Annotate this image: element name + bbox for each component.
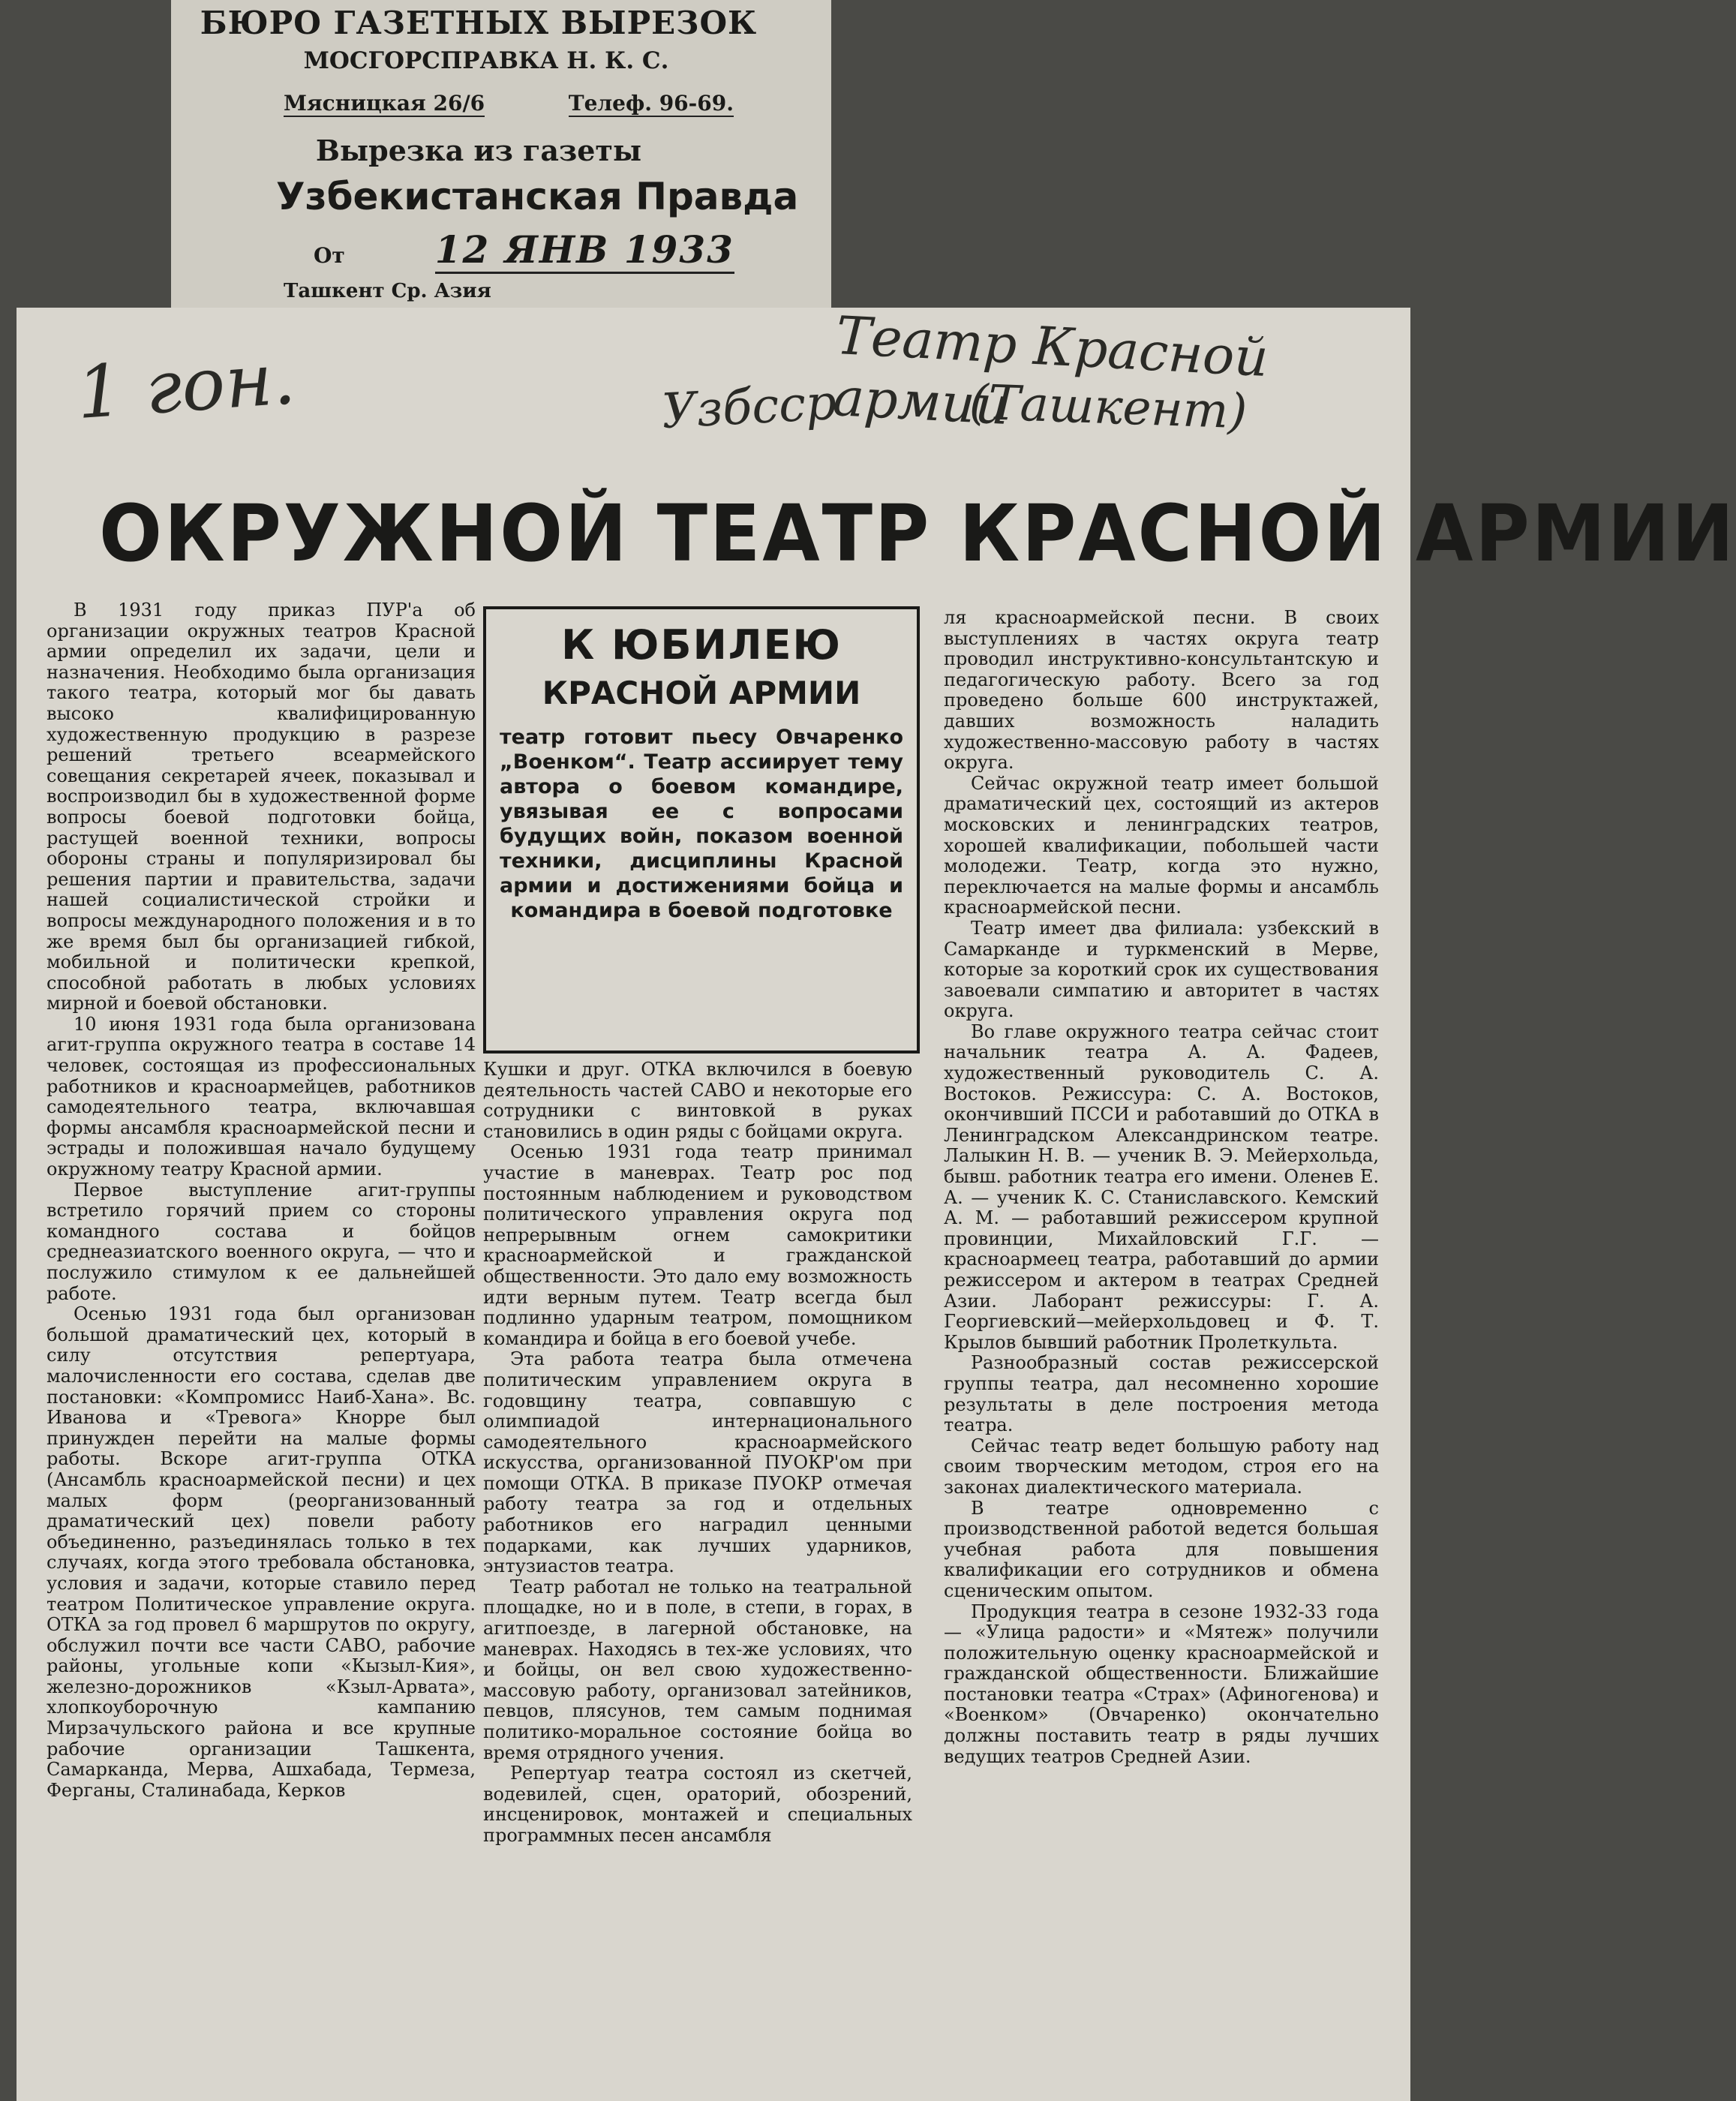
- article-column-1: [47, 600, 476, 1801]
- paragraph: Сейчас театр ведет большую работу над своим творческим методом, строя его на законах диалектического материала.: [944, 1435, 1379, 1498]
- newspaper-clipping: [17, 305, 1736, 2101]
- paragraph: Сейчас окружной театр имеет большой драматический цех, состоящий из актеров московских и ленинградских театров, хорошей квалификации, побольшей части молодежи. Театр, когда это нужно, переключается на малые формы и ансамбль красноармейской песни.: [944, 772, 1379, 918]
- from-label: От: [314, 243, 345, 268]
- paragraph: 10 июня 1931 года была организована агит-группа окружного театра в составе 14 человек, состоящая из профессиональных работников и красноармейцев, работников самодеятельного театра, включавшая формы ансамбля красноармейской песни и эстрады и положившая начало будущему окружному театру Красной армии.: [47, 1013, 476, 1180]
- box-title-line-2: КРАСНОЙ АРМИИ: [542, 675, 861, 711]
- paragraph: В театре одновременно с производственной работой ведется большая учебная работа для повышения квалификации его сотрудников и обмена сценическим опытом.: [944, 1497, 1379, 1601]
- paragraph: Театр имеет два филиала: узбекский в Самарканде и туркменский в Мерве, которые за короткий срок их существования завоевали симпатию и авторитет в частях округа.: [944, 917, 1379, 1022]
- jubilee-box: [483, 606, 920, 1054]
- paragraph: Эта работа театра была отмечена политическим управлением округа в годовщину театра, совпавшую с олимпиадой интернационального самодеятельного красноармейского искусства, организованной ПУОКР'ом при помощи ОТКА. В приказе ПУОКР отмечая работу театра за год и отдельных работников его наградил ценными подарками, как лучших ударников, энтузиастов театра.: [483, 1348, 912, 1577]
- paragraph: Первое выступление агит-группы встретило горячий прием со стороны командного состава и бойцов среднеазиатского военного округа, — что и послужило стимулом к ее дальнейшей работе.: [47, 1179, 476, 1304]
- article-headline: ОКРУЖНОЙ ТЕАТР КРАСНОЙ АРМИИ: [99, 488, 1736, 579]
- paragraph: В 1931 году приказ ПУР'а об организации окружных театров Красной армии определил их задачи, цели и назначения. Необходимо была организация такого театра, который мог бы давать высоко квалифицированную художественную продукцию в разрезе решений третьего всеармейского совещания секретарей ячеек, показывал и воспроизводил бы в художественной форме вопросы боевой подготовки бойца, растущей военной техники, вопросы обороны страны и популяризировал бы решения партии и правительства, задачи нашей социалистической стройки и вопросы международного положения и в то же время был бы организацией гибкой, мобильной и политически крепкой, способной работать в любых условиях мирной и боевой обстановки.: [47, 600, 476, 1014]
- newspaper-name: Узбекистанская Правда: [276, 175, 799, 218]
- phone: Телеф. 96-69.: [568, 91, 734, 116]
- paragraph: Осенью 1931 года был организован большой драматический цех, который в силу отсутствия репертуара, малочисленности его состава, сделав две постановки: «Компромисс Наиб-Хана». Вс. Иванова и «Тревога» Кнорре был принужден перейти на малые формы работы. Вскоре агит-группа ОТКА (Ансамбль красноармейской песни) и цех малых форм (реорганизованный драматический цех) повели работу объединенно, разъединялась только в тех случаях, когда этого требовала обстановка, условия и задачи, которые ставило перед театром Политическое управление округа. ОТКА за год провел 6 маршрутов по округу, обслужил почти все части САВО, рабочие районы, угольные копи «Кызыл-Кия», железно-дорожников «Кзыл-Арвата», хлопкоуборочную кампанию Мирзачульского района и все крупные рабочие организации Ташкента, Самарканда, Мерва, Ашхабада, Термеза, Ферганы, Сталинабада, Керков: [47, 1303, 476, 1801]
- paragraph: Осенью 1931 года театр принимал участие в маневрах. Театр рос под постоянным наблюдением и руководством политического управления округа под непрерывным огнем самокритики красноармейской и гражданской общественности. Это дало ему возможность идти верным путем. Театр всегда был подлинно ударным театром, помощником командира и бойца в его боевой учебе.: [483, 1141, 912, 1349]
- handwritten-note-right-2: (Ташкент): [968, 374, 1248, 440]
- clipping-bureau-label: [171, 0, 831, 315]
- paragraph: ля красноармейской песни. В своих выступлениях в частях округа театр проводил инструктивно-консультантскую и педагогическую работу. Всего за год проведено больше 600 инструктажей, давших возможность наладить художественно-массовую работу в частях округа.: [944, 607, 1379, 774]
- date-row: [314, 227, 816, 274]
- contact-row: [186, 91, 816, 117]
- handwritten-note-left: 1 гон.: [74, 335, 299, 436]
- city: Ташкент Ср. Азия: [284, 280, 491, 302]
- box-title-line-1: К ЮБИЛЕЮ: [561, 621, 842, 669]
- handwritten-note-middle: Узбсср: [660, 374, 838, 440]
- bureau-name: БЮРО ГАЗЕТНЫХ ВЫРЕЗОК: [200, 5, 758, 41]
- paragraph: Во главе окружного театра сейчас стоит начальник театра А. А. Фадеев, художественный руководитель С. А. Востоков. Режиссура: С. А. Востоков, окончивший ПССИ и работавший до ОТКА в Ленинградском Александринском театре. Лалыкин Н. В. — ученик В. Э. Мейерхольда, бывш. работник театра его имени. Оленев Е. А. — ученик К. С. Станиславского. Кемский А. М. — работавший режиссером крупной провинции, Михайловский Г.Г. — красноармеец театра, работавший до армии режиссером и актером в театрах Средней Азии. Лаборант режиссуры: Г. А. Георгиевский—мейерхольдовец и Ф. Т. Крылов бывший работник Пролеткульта.: [944, 1020, 1379, 1353]
- paragraph: Разнообразный состав режиссерской группы театра, дал несомненно хорошие результаты в деле построения метода театра.: [944, 1352, 1379, 1436]
- paragraph: Театр работал не только на театральной площадке, но и в поле, в степи, в горах, в агитпоезде, в лагерной обстановке, на маневрах. Находясь в тех-же условиях, что и бойцы, он вел свою художественно-массовую работу, организовал затейников, певцов, плясунов, тем самым поднимая политико-моральное состояние бойца во время отрядного учения.: [483, 1576, 912, 1763]
- paragraph: Репертуар театра состоял из скетчей, водевилей, сцен, ораторий, обозрений, инсценировок, монтажей и специальных программных песен ансамбля: [483, 1763, 912, 1846]
- organization-name: МОСГОРСПРАВКА Н. К. С.: [303, 47, 669, 74]
- article-column-2: [483, 1060, 912, 1847]
- paragraph: Кушки и друг. ОТКА включился в боевую деятельность частей САВО и некоторые его сотрудники с винтовкой в руках становились в один ряды с бойцами округа.: [483, 1059, 912, 1142]
- address: Мясницкая 26/6: [284, 91, 485, 116]
- article-column-3: [944, 608, 1379, 1767]
- date-stamp: 12 ЯНВ 1933: [435, 227, 734, 274]
- box-body: театр готовит пьесу Овчаренко „Военком“. Театр ассиирует тему автора о боевом командире, увязывая ее с вопросами будущих войн, показом военной техники, дисциплины Красной армии и достижениями бойца и командира в боевой подготовке: [500, 726, 903, 922]
- cut-from-label: Вырезка из газеты: [315, 134, 642, 167]
- paragraph: Продукция театра в сезоне 1932-33 года — «Улица радости» и «Мятеж» получили положительную оценку красноармейской и гражданской общественности. Ближайшие постановки театра «Страх» (Афиногенова) и «Военком» (Овчаренко) окончательно должны поставить театр в ряды лучших ведущих театров Средней Азии.: [944, 1601, 1379, 1767]
- handwritten-note-right-1: Театр Красной армии: [831, 305, 1270, 437]
